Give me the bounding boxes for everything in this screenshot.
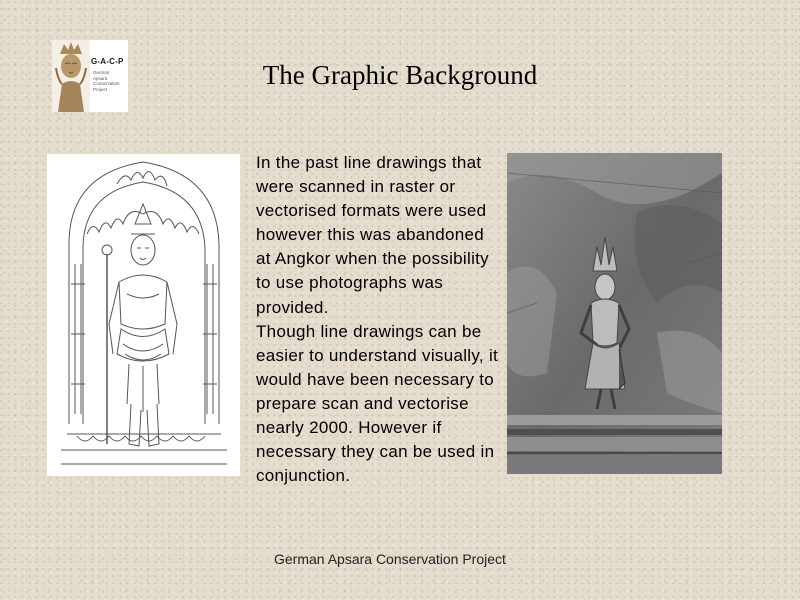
footer-text: German Apsara Conservation Project — [274, 551, 506, 567]
logo-subtitle-text: German Apsara Conservation Project — [93, 70, 120, 92]
apsara-relief-photo — [507, 153, 722, 474]
body-paragraph-1: In the past line drawings that were scanned in raster or vectorised formats were used however this was abandoned at Angkor when the possibility to use photographs was provided. — [256, 153, 489, 317]
body-paragraph-2: Though line drawings can be easier to understand visually, it would have been necessary to prepare scan and vectorise nearly 2000. However if necessary they can be used in conjunction. — [256, 321, 499, 486]
body-text — [256, 151, 501, 488]
line-drawing-image — [47, 154, 240, 476]
slide-title: The Graphic Background — [262, 60, 538, 90]
logo-mark-text: G-A-C-P — [91, 57, 124, 66]
